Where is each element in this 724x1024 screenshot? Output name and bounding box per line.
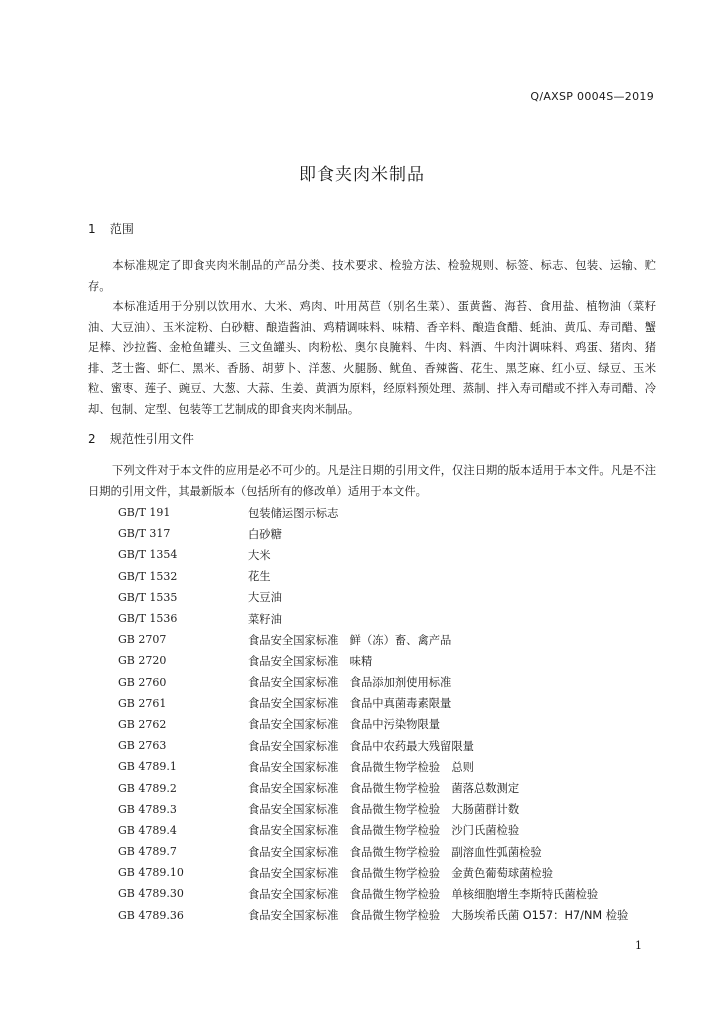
reference-title: 白砂糖 <box>248 527 282 541</box>
reference-code: GB 4789.30 <box>118 887 184 901</box>
reference-code: GB 2720 <box>118 654 167 668</box>
reference-code: GB/T 317 <box>118 527 171 541</box>
reference-title: 食品安全国家标准 食品微生物学检验 单核细胞增生李斯特氏菌检验 <box>248 887 599 901</box>
reference-row <box>118 608 678 629</box>
references-intro-text: 下列文件对于本文件的应用是必不可少的。凡是注日期的引用文件，仅注日期的版本适用于本文件。凡是不注日期的引用文件，其最新版本（包括所有的修改单）适用于本文件。 <box>88 464 656 498</box>
reference-title: 食品安全国家标准 食品微生物学检验 大肠埃希氏菌 O157：H7/NM 检验 <box>248 909 629 923</box>
references-intro <box>88 461 656 502</box>
reference-code: GB 4789.3 <box>118 802 177 816</box>
reference-code: GB/T 1536 <box>118 612 178 626</box>
reference-row <box>118 672 678 693</box>
reference-title: 食品安全国家标准 味精 <box>248 654 373 668</box>
reference-code: GB 2761 <box>118 696 167 710</box>
document-title: 即食夹肉米制品 <box>299 165 425 185</box>
reference-title: 食品安全国家标准 食品微生物学检验 副溶血性弧菌检验 <box>248 845 542 859</box>
reference-row <box>118 820 678 841</box>
reference-row <box>118 735 678 756</box>
reference-title: 大豆油 <box>248 591 282 605</box>
reference-row <box>118 693 678 714</box>
reference-title: 食品安全国家标准 鲜（冻）畜、禽产品 <box>248 633 452 647</box>
reference-row <box>118 799 678 820</box>
section-title: 范围 <box>109 222 134 236</box>
reference-title: 食品安全国家标准 食品中农药最大残留限量 <box>248 739 474 753</box>
reference-code: GB 4789.36 <box>118 908 184 922</box>
reference-code: GB 4789.7 <box>118 845 177 859</box>
section-heading-scope <box>88 220 134 237</box>
reference-row <box>118 883 678 904</box>
section-number: 2 <box>88 432 96 446</box>
reference-row <box>118 650 678 671</box>
page-number: 1 <box>635 939 642 952</box>
reference-row <box>118 714 678 735</box>
section-heading-references <box>88 430 194 447</box>
reference-title: 菜籽油 <box>248 612 282 626</box>
reference-title: 食品安全国家标准 食品微生物学检验 菌落总数测定 <box>248 782 520 796</box>
reference-code: GB 2760 <box>118 675 167 689</box>
reference-title: 食品安全国家标准 食品中真菌毒素限量 <box>248 697 452 711</box>
reference-title: 食品安全国家标准 食品中污染物限量 <box>248 718 441 732</box>
reference-title: 花生 <box>248 570 271 584</box>
reference-row <box>118 544 678 565</box>
reference-row <box>118 629 678 650</box>
reference-code: GB 4789.10 <box>118 866 184 880</box>
reference-row <box>118 523 678 544</box>
reference-code: GB 2762 <box>118 717 167 731</box>
reference-row <box>118 587 678 608</box>
scope-paragraph-1 <box>88 256 656 297</box>
reference-code: GB 4789.2 <box>118 781 177 795</box>
scope-text-2: 本标准适用于分别以饮用水、大米、鸡肉、叶用莴苣（别名生菜）、蛋黄酱、海苔、食用盐、植物油（菜籽油、大豆油）、玉米淀粉、白砂糖、酿造酱油、鸡精调味料、味精、香辛料、酿造食醋、蚝油、黄瓜、寿司醋、蟹足棒、沙拉酱、金枪鱼罐头、三文鱼罐头、肉粉松、奥尔良腌料、牛肉、料酒、牛肉汁调味料、鸡蛋、猪肉、猪排、芝士酱、虾仁、黑米、香肠、胡萝卜、洋葱、火腿肠、鱿鱼、香辣酱、花生、黑芝麻、红小豆、绿豆、玉米粒、蜜枣、莲子、豌豆、大葱、大蒜、生姜、黄酒为原料，经原料预处理、蒸制、拌入寿司醋或不拌入寿司醋、冷却、包制、定型、包装等工艺制成的即食夹肉米制品。 <box>88 300 656 416</box>
reference-code: GB 2707 <box>118 633 167 647</box>
scope-paragraph-2 <box>88 297 656 420</box>
reference-title: 食品安全国家标准 食品添加剂使用标准 <box>248 676 452 690</box>
scope-text-1: 本标准规定了即食夹肉米制品的产品分类、技术要求、检验方法、检验规则、标签、标志、包装、运输、贮存。 <box>88 259 656 293</box>
reference-code: GB 4789.1 <box>118 760 177 774</box>
reference-title: 大米 <box>248 548 271 562</box>
reference-title: 包装储运图示标志 <box>248 506 339 520</box>
section-title: 规范性引用文件 <box>109 432 194 446</box>
standard-code: Q/AXSP 0004S—2019 <box>530 90 654 103</box>
reference-row <box>118 566 678 587</box>
reference-title: 食品安全国家标准 食品微生物学检验 沙门氏菌检验 <box>248 824 520 838</box>
reference-row <box>118 905 678 926</box>
reference-row <box>118 502 678 523</box>
reference-row <box>118 756 678 777</box>
reference-title: 食品安全国家标准 食品微生物学检验 大肠菌群计数 <box>248 803 520 817</box>
reference-row <box>118 862 678 883</box>
reference-code: GB 2763 <box>118 739 167 753</box>
reference-code: GB 4789.4 <box>118 823 177 837</box>
section-number: 1 <box>88 222 96 236</box>
reference-code: GB/T 191 <box>118 506 171 520</box>
reference-code: GB/T 1532 <box>118 569 178 583</box>
reference-title: 食品安全国家标准 食品微生物学检验 总则 <box>248 760 474 774</box>
reference-row <box>118 841 678 862</box>
reference-row <box>118 777 678 798</box>
reference-title: 食品安全国家标准 食品微生物学检验 金黄色葡萄球菌检验 <box>248 866 554 880</box>
references-list <box>118 502 678 926</box>
reference-code: GB/T 1354 <box>118 548 178 562</box>
reference-code: GB/T 1535 <box>118 590 178 604</box>
